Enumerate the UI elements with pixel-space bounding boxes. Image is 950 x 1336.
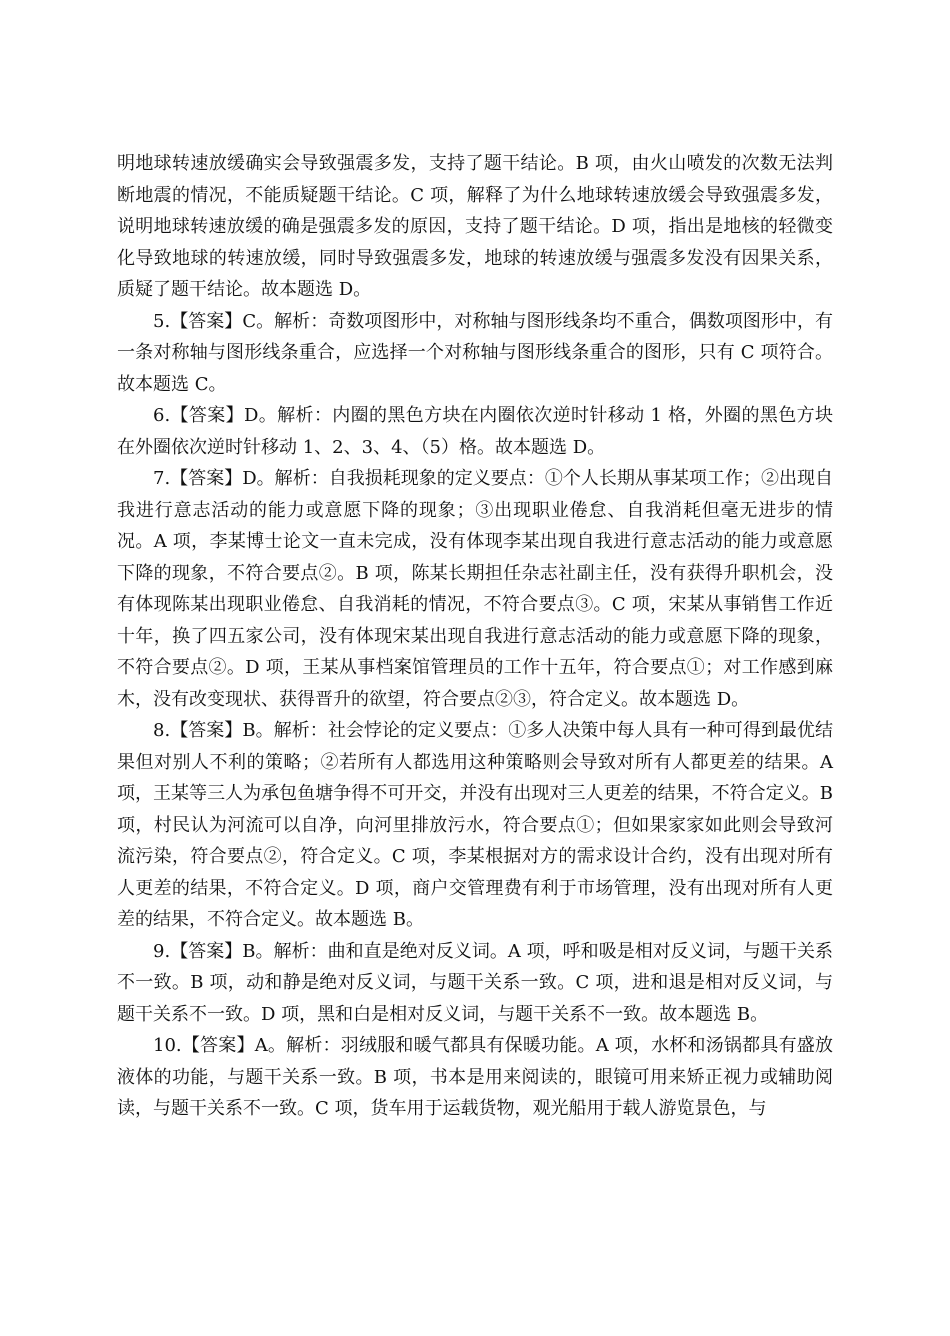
answer-item-7: 7.【答案】D。解析：自我损耗现象的定义要点：①个人长期从事某项工作；②出现自我进行意志活动的能力或意愿下降的现象；③出现职业倦怠、自我消耗但毫无进步的情况。A 项，李某博士论文一直未完成，没有体现李某出现自我进行意志活动的能力或意愿下降的现象，不符合要点②。B 项，陈某长期担任杂志社副主任，没有获得升职机会，没有体现陈某出现职业倦怠、自我消耗的情况，不符合要点③。C 项，宋某从事销售工作近十年，换了四五家公司，没有体现宋某出现自我进行意志活动的能力或意愿下降的现象，不符合要点②。D 项，王某从事档案馆管理员的工作十五年，符合要点①；对工作感到麻木，没有改变现状、获得晋升的欲望，符合要点②③，符合定义。故本题选 D。 <box>117 468 833 710</box>
answer-item-8: 8.【答案】B。解析：社会悖论的定义要点：①多人决策中每人具有一种可得到最优结果但对别人不利的策略；②若所有人都选用这种策略则会导致对所有人都更差的结果。A 项，王某等三人为承包鱼塘争得不可开交，并没有出现对三人更差的结果，不符合定义。B 项，村民认为河流可以自净，向河里排放污水，符合要点①；但如果家家如此则会导致河流污染，符合要点②，符合定义。C 项，李某根据对方的需求设计合约，没有出现对所有人更差的结果，不符合定义。D 项，商户交管理费有利于市场管理，没有出现对所有人更差的结果，不符合定义。故本题选 B。 <box>117 720 833 930</box>
answer-item-5: 5.【答案】C。解析：奇数项图形中，对称轴与图形线条均不重合，偶数项图形中，有一条对称轴与图形线条重合，应选择一个对称轴与图形线条重合的图形，只有 C 项符合。故本题选 C。 <box>117 310 833 395</box>
answer-item-6: 6.【答案】D。解析：内圈的黑色方块在内圈依次逆时针移动 1 格，外圈的黑色方块在外圈依次逆时针移动 1、2、3、4、（5）格。故本题选 D。 <box>117 405 833 458</box>
answer-item-10: 10.【答案】A。解析：羽绒服和暖气都具有保暖功能。A 项，水杯和汤锅都具有盛放液体的功能，与题干关系一致。B 项，书本是用来阅读的，眼镜可用来矫正视力或辅助阅读，与题干关系不一致。C 项，货车用于运载货物，观光船用于载人游览景色，与 <box>117 1035 833 1119</box>
answer-item-9: 9.【答案】B。解析：曲和直是绝对反义词。A 项，呼和吸是相对反义词，与题干关系不一致。B 项，动和静是绝对反义词，与题干关系一致。C 项，进和退是相对反义词，与题干关系不一致。D 项，黑和白是相对反义词，与题干关系不一致。故本题选 B。 <box>117 940 833 1025</box>
answer-explanations <box>117 148 833 1125</box>
paragraph-continuation: 明地球转速放缓确实会导致强震多发，支持了题干结论。B 项，由火山喷发的次数无法判断地震的情况，不能质疑题干结论。C 项，解释了为什么地球转速放缓会导致强震多发，说明地球转速放缓的确是强震多发的原因，支持了题干结论。D 项，指出是地核的轻微变化导致地球的转速放缓，同时导致强震多发，地球的转速放缓与强震多发没有因果关系，质疑了题干结论。故本题选 D。 <box>117 153 833 300</box>
